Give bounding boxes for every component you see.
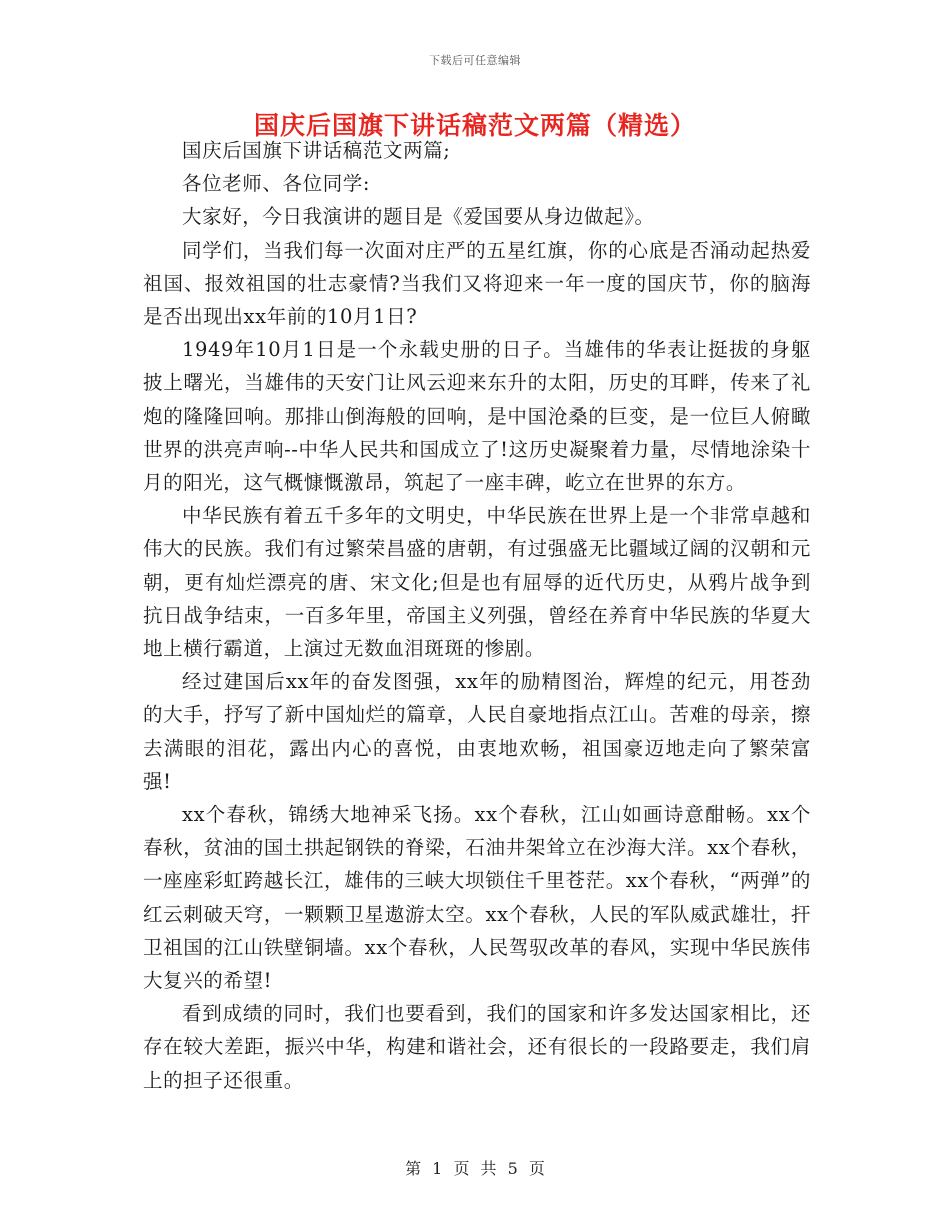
header-note: 下载后可任意编辑 bbox=[429, 54, 521, 67]
paragraph: 各位老师、各位同学: bbox=[182, 172, 371, 196]
document-title: 国庆后国旗下讲话稿范文两篇（精选） bbox=[253, 111, 696, 140]
paragraph: 1949年10月1日是一个永载史册的日子。当雄伟的华表让挺拔的身躯披上曙光，当雄伟的天安门让风云迎来东升的太阳，历史的耳畔，传来了礼炮的隆隆回响。那排山倒海般的回响，是中国沧桑的巨变，是一位巨人俯瞰世界的洪亮声响--中华人民共和国成立了!这历史凝聚着力量，尽情地涂染十月的阳光，这气概慷慨激昂，筑起了一座丰碑，屹立在世界的东方。 bbox=[143, 338, 811, 495]
paragraph: xx个春秋，锦绣大地神采飞扬。xx个春秋，江山如画诗意酣畅。xx个春秋，贫油的国土拱起钢铁的脊梁，石油井架耸立在沙海大洋。xx个春秋，一座座彩虹跨越长江，雄伟的三峡大坝锁住千里苍茫。xx个春秋，“两弹”的红云刺破天穹，一颗颗卫星遨游太空。xx个春秋，人民的军队威武雄壮，扞卫祖国的江山铁壁铜墙。xx个春秋，人民驾驭改革的春风，实现中华民族伟大复兴的希望! bbox=[143, 803, 811, 993]
paragraph: 看到成绩的同时，我们也要看到，我们的国家和许多发达国家相比，还存在较大差距，振兴中华，构建和谐社会，还有很长的一段路要走，我们肩上的担子还很重。 bbox=[143, 1002, 811, 1092]
paragraph: 同学们，当我们每一次面对庄严的五星红旗，你的心底是否涌动起热爱祖国、报效祖国的壮志豪情?当我们又将迎来一年一度的国庆节，你的脑海是否出现出xx年前的10月1日? bbox=[143, 238, 811, 329]
paragraph: 经过建国后xx年的奋发图强，xx年的励精图治，辉煌的纪元，用苍劲的大手，抒写了新中国灿烂的篇章，人民自豪地指点江山。苦难的母亲，擦去满眼的泪花，露出内心的喜悦，由衷地欢畅，祖国豪迈地走向了繁荣富强! bbox=[143, 670, 811, 793]
paragraph: 大家好，今日我演讲的题目是《爱国要从身边做起》。 bbox=[182, 205, 655, 229]
document-body bbox=[143, 134, 811, 1097]
paragraph: 国庆后国旗下讲话稿范文两篇; bbox=[182, 139, 451, 162]
page-number: 第 1 页 共 5 页 bbox=[405, 1159, 545, 1178]
paragraph: 中华民族有着五千多年的文明史，中华民族在世界上是一个非常卓越和伟大的民族。我们有过繁荣昌盛的唐朝，有过强盛无比疆域辽阔的汉朝和元朝，更有灿烂漂亮的唐、宋文化;但是也有屈辱的近代历史，从鸦片战争到抗日战争结束，一百多年里，帝国主义列强，曾经在养育中华民族的华夏大地上横行霸道，上演过无数血泪斑斑的惨剧。 bbox=[143, 504, 811, 661]
